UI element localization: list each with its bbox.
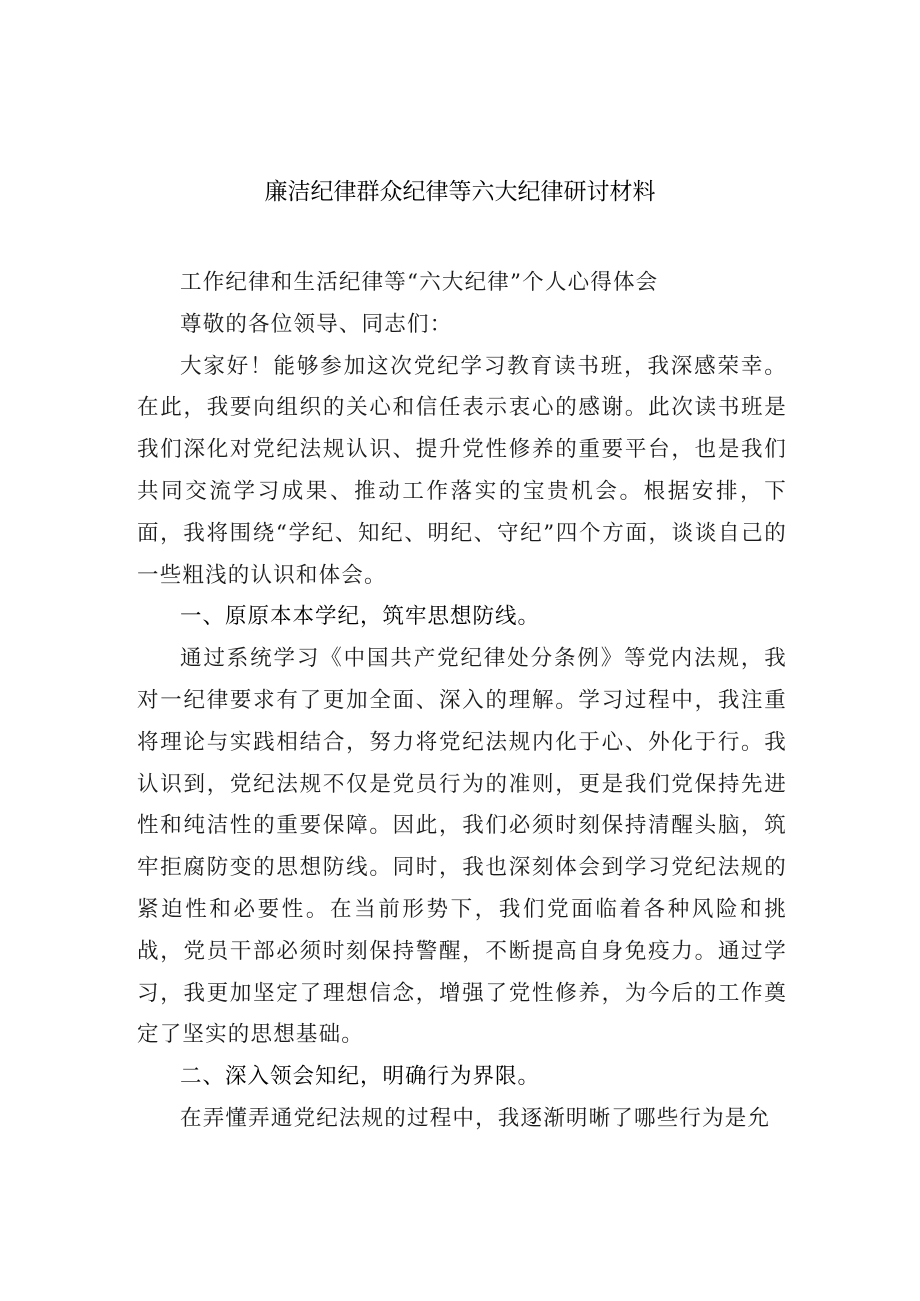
- document-subtitle: 工作纪律和生活纪律等“六大纪律”个人心得体会: [180, 270, 659, 295]
- section-1-paragraph: 通过系统学习《中国共产党纪律处分条例》等党内法规，我对一纪律要求有了更加全面、深入的理解。学习过程中，我注重将理论与实践相结合，努力将党纪法规内化于心、外化于行。我认识到，党纪法规不仅是党员行为的准则，更是我们党保持先进性和纯洁性的重要保障。因此，我们必须时刻保持清醒头脑，筑牢拒腐防变的思想防线。同时，我也深刻体会到学习党纪法规的紧迫性和必要性。在当前形势下，我们党面临着各种风险和挑战，党员干部必须时刻保持警醒，不断提高自身免疫力。通过学习，我更加坚定了理想信念，增强了党性修养，为今后的工作奠定了坚实的思想基础。: [137, 646, 787, 1048]
- intro-paragraph: 大家好！能够参加这次党纪学习教育读书班，我深感荣幸。在此，我要向组织的关心和信任表示衷心的感谢。此次读书班是我们深化对党纪法规认识、提升党性修养的重要平台，也是我们共同交流学习成果、推动工作落实的宝贵机会。根据安排，下面，我将围绕“学纪、知纪、明纪、守纪”四个方面，谈谈自己的一些粗浅的认识和体会。: [137, 353, 787, 588]
- document-body: [137, 262, 787, 1140]
- salutation: 尊敬的各位领导、同志们：: [180, 311, 453, 337]
- section-2-heading: 二、深入领会知纪，明确行为界限。: [180, 1064, 541, 1090]
- section-1-heading: 一、原原本本学纪，筑牢思想防线。: [180, 604, 541, 630]
- document-title: 廉洁纪律群众纪律等六大纪律研讨材料: [264, 179, 656, 205]
- section-2-paragraph: 在弄懂弄通党纪法规的过程中，我逐渐明晰了哪些行为是允: [180, 1105, 771, 1131]
